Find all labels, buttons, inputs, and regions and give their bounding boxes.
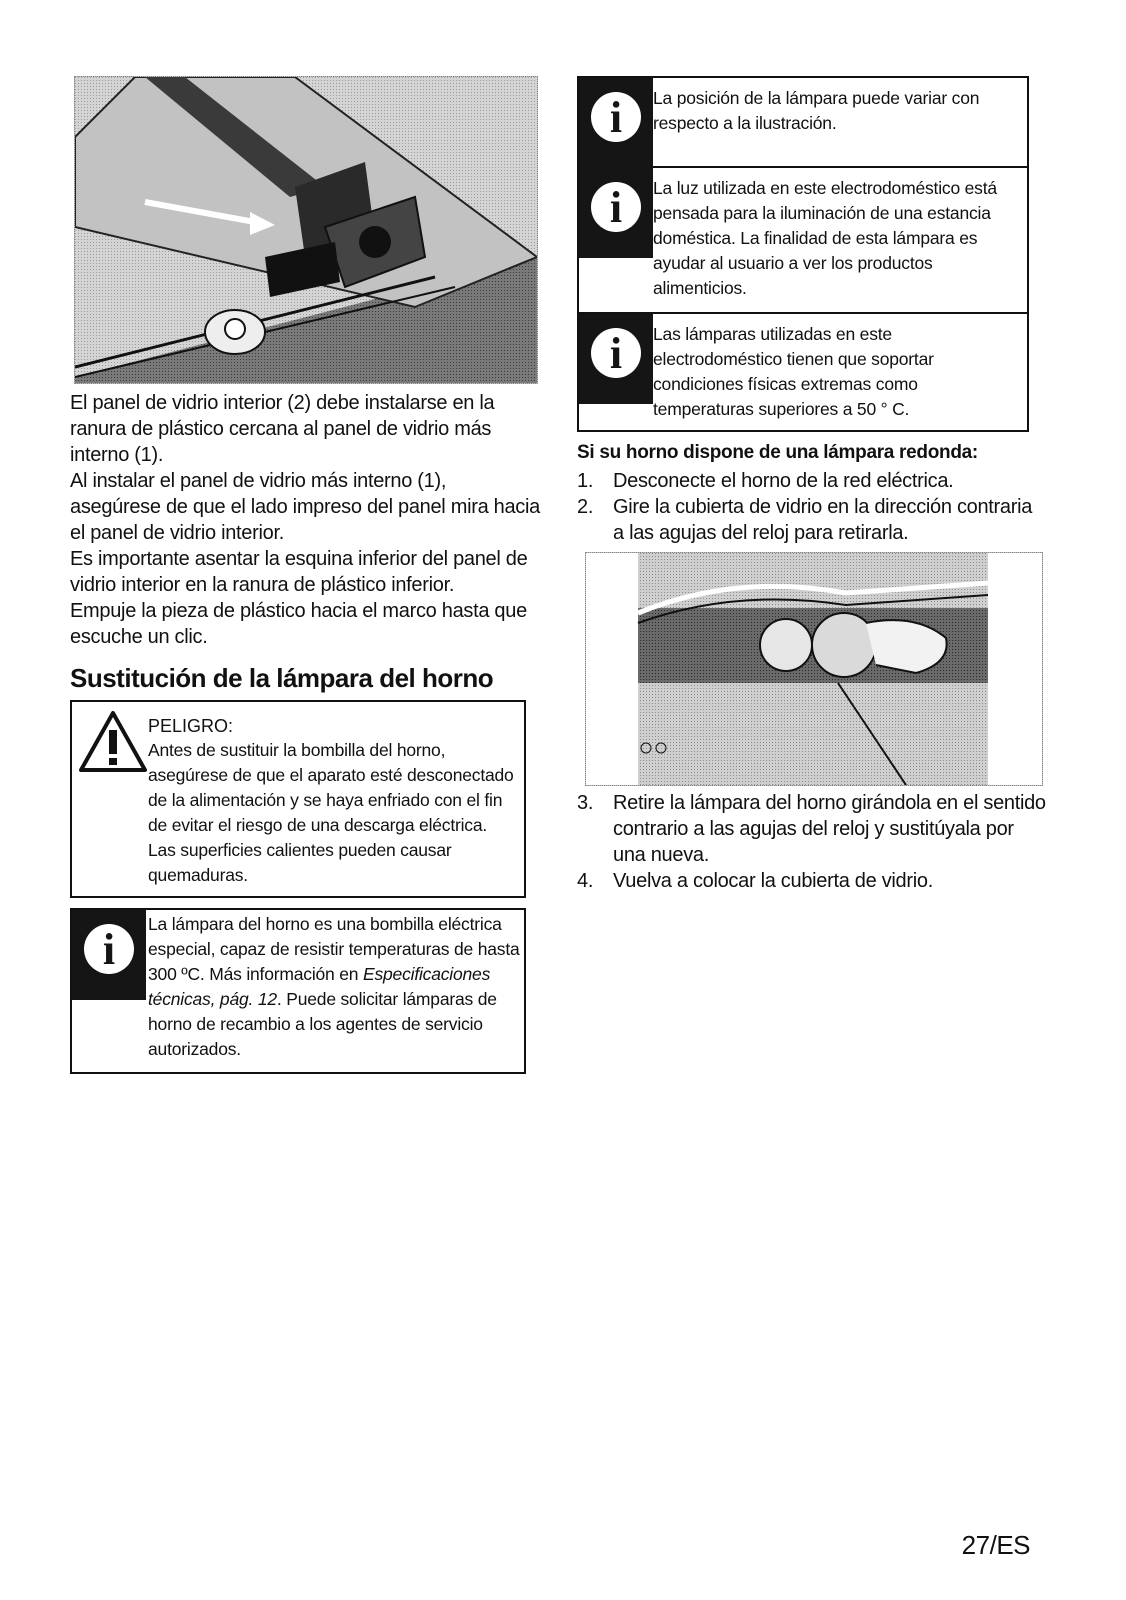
steps-list xyxy=(577,468,1047,546)
step-text: Retire la lámpara del horno girándola en el sentido contrario a las agujas del reloj y sustitúyala por una nueva. xyxy=(613,792,1046,866)
paragraph: Empuje la pieza de plástico hacia el marco hasta que escuche un clic. xyxy=(70,600,527,648)
step-number: 2. xyxy=(577,496,594,518)
info-icon: i xyxy=(579,314,653,404)
paragraph: El panel de vidrio interior (2) debe instalarse en la ranura de plástico cercana al panel de vidrio más interno (1). xyxy=(70,392,495,466)
info-text-main: La lámpara del horno es una bombilla eléctrica especial, capaz de resistir temperaturas de hasta 300 ºC. Más información en xyxy=(148,914,520,984)
subheading: Si su horno dispone de una lámpara redonda: xyxy=(577,442,978,463)
step-text: Gire la cubierta de vidrio en la dirección contraria a las agujas del reloj para retirarla. xyxy=(613,496,1033,544)
info-icon: i xyxy=(72,910,146,1000)
info-icon: i xyxy=(579,168,653,258)
info-text: Las lámparas utilizadas en este electrodoméstico tienen que soportar condiciones físicas extremas como temperaturas superiores a 50 ° C. xyxy=(653,324,934,419)
glass-panel-illustration xyxy=(74,76,538,384)
lamp-cover-drawing xyxy=(586,553,1042,785)
info-box xyxy=(577,314,1029,432)
info-box xyxy=(70,908,526,1074)
step-text: Desconecte el horno de la red eléctrica. xyxy=(613,470,954,492)
info-text: La posición de la lámpara puede variar con respecto a la ilustración. xyxy=(653,88,980,133)
warning-icon xyxy=(78,710,148,779)
danger-box xyxy=(70,700,526,898)
info-reference: Especificaciones técnicas, pág. 12 xyxy=(148,964,491,1009)
glass-panel-drawing xyxy=(75,77,537,383)
section-title: Sustitución de la lámpara del horno xyxy=(70,663,494,693)
info-stack xyxy=(577,76,1047,432)
danger-text: Antes de sustituir la bombilla del horno, asegúrese de que el aparato esté desconectado de la alimentación y se haya enfriado con el fin de evitar el riesgo de una descarga eléctrica. xyxy=(148,740,514,835)
list-item xyxy=(577,790,1047,868)
list-item xyxy=(577,468,1047,494)
step-text: Vuelva a colocar la cubierta de vidrio. xyxy=(613,870,933,892)
paragraph: Al instalar el panel de vidrio más interno (1), asegúrese de que el lado impreso del panel mira hacia el panel de vidrio interior. xyxy=(70,470,540,544)
info-text xyxy=(148,912,520,1062)
step-number: 3. xyxy=(577,792,594,814)
installation-instructions xyxy=(70,390,540,650)
list-item xyxy=(577,868,1047,894)
info-text-tail: . Puede solicitar lámparas de horno de recambio a los agentes de servicio autorizados. xyxy=(148,989,497,1059)
list-item xyxy=(577,494,1047,546)
paragraph: Es importante asentar la esquina inferior del panel de vidrio interior en la ranura de plástico inferior. xyxy=(70,548,528,596)
right-column xyxy=(577,76,1047,894)
info-icon: i xyxy=(579,78,653,168)
lamp-cover-illustration xyxy=(585,552,1043,786)
step-number: 1. xyxy=(577,470,594,492)
page-number: 27/ES xyxy=(961,1530,1030,1560)
danger-text: Las superficies calientes pueden causar quemaduras. xyxy=(148,840,452,885)
left-column xyxy=(70,76,540,1074)
info-box xyxy=(577,76,1029,168)
info-text: La luz utilizada en este electrodoméstico está pensada para la iluminación de una estancia doméstica. La finalidad de esta lámpara es ayudar al usuario a ver los productos alimenticios. xyxy=(653,178,997,298)
danger-title: PELIGRO: xyxy=(148,716,234,736)
info-box xyxy=(577,168,1029,314)
step-number: 4. xyxy=(577,870,594,892)
steps-list xyxy=(577,790,1047,894)
